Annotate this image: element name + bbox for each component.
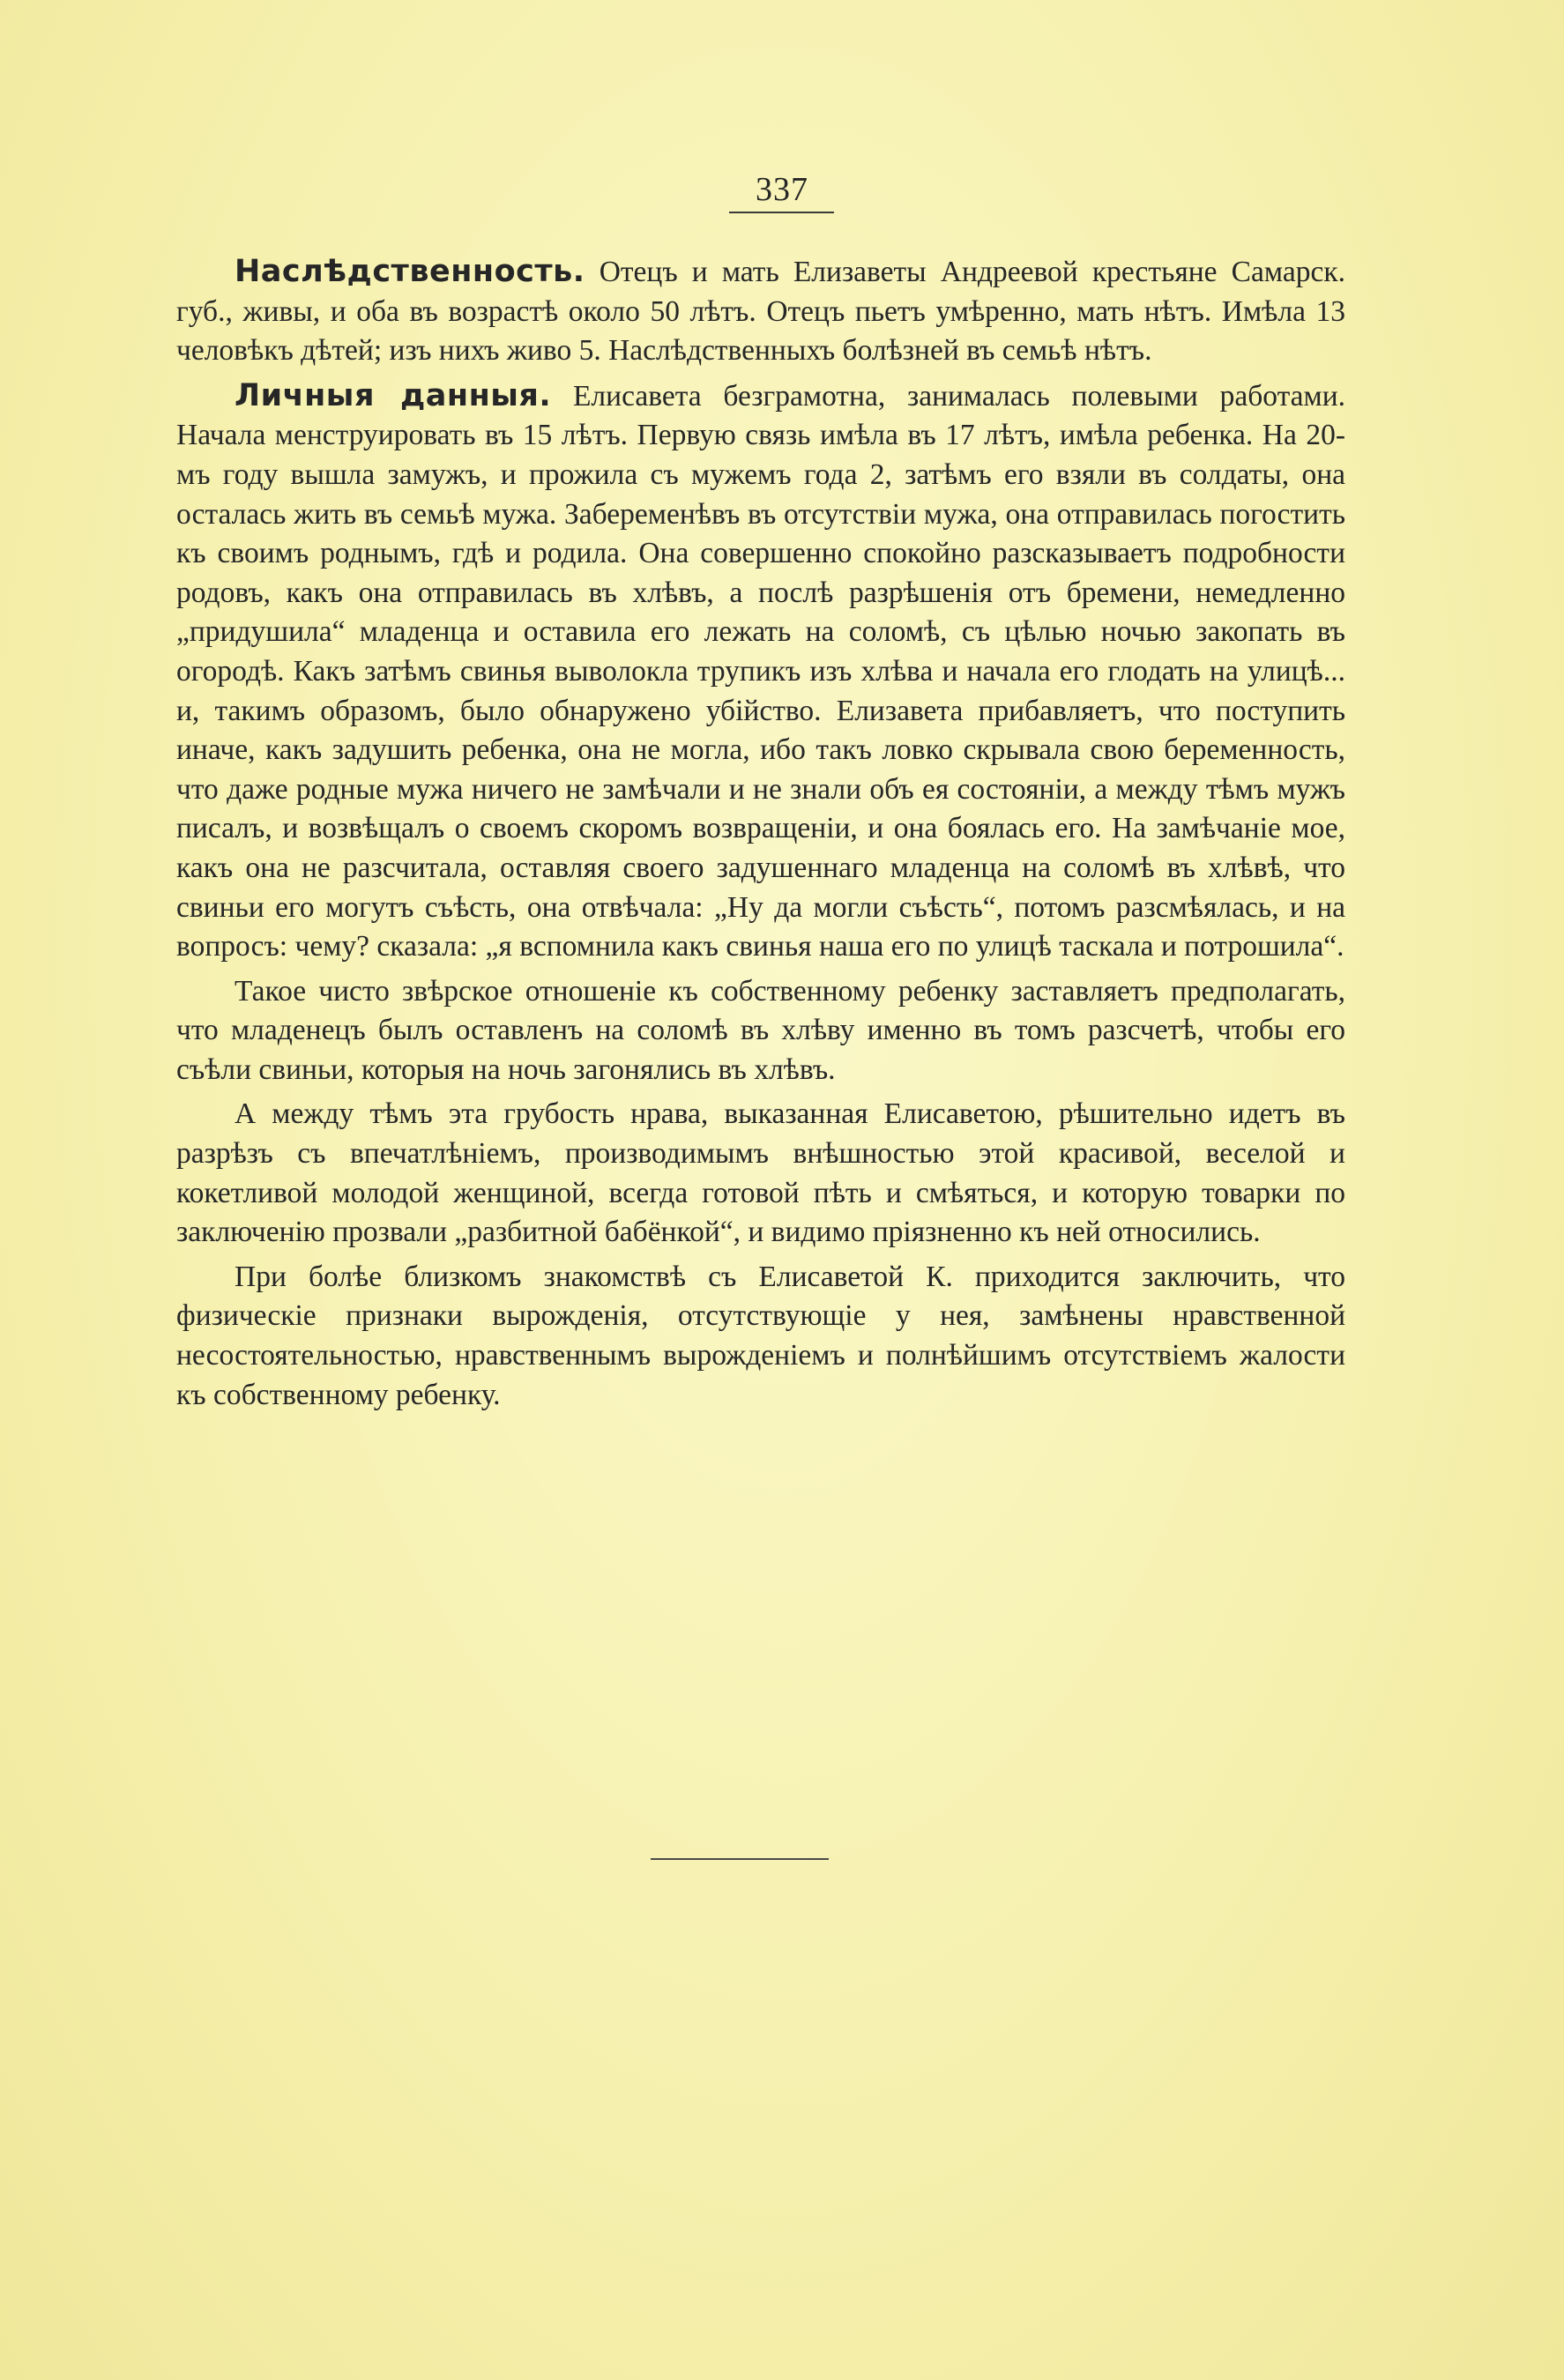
page-header: [0, 169, 1564, 210]
paragraph-attitude: Такое чисто звѣрское отношеніе къ собственному ребенку заставляетъ предполагать, что младенецъ былъ оставленъ на соломѣ въ хлѣву именно въ томъ разсчетѣ, чтобы его съѣли свиньи, которыя на ночь загонялись въ хлѣвъ.: [176, 974, 1345, 1086]
page-number-underline: [729, 212, 834, 213]
section-end-rule: [651, 1858, 829, 1860]
body-text: [176, 252, 1345, 1415]
paragraph-personal-data: [176, 376, 1345, 967]
paragraph-contrast: А между тѣмъ эта грубость нрава, выказанная Елисаветою, рѣшительно идетъ въ разрѣзъ съ впечатлѣніемъ, производимымъ внѣшностью этой красивой, веселой и кокетливой молодой женщиной, всегда готовой пѣть и смѣяться, и которую товарки по заключенію прозвали „разбитной бабёнкой“, и видимо пріязненно къ ней относились.: [176, 1097, 1345, 1249]
paragraph-personal-data-text: Елисавета безграмотна, занималась полевыми работами. Начала менструировать въ 15 лѣтъ. Первую связь имѣла въ 17 лѣтъ, имѣла ребенка. На 20-мъ году вышла замужъ, и прожила съ мужемъ года 2, затѣмъ его взяли въ солдаты, она осталась жить въ семьѣ мужа. Забеременѣвъ въ отсутствіи мужа, она отправилась погостить къ своимъ роднымъ, гдѣ и родила. Она совершенно спокойно разсказываетъ подробности родовъ, какъ она отправилась въ хлѣвъ, а послѣ разрѣшенія отъ бремени, немедленно „придушила“ младенца и оставила его лежать на соломѣ, съ цѣлью ночью закопать въ огородѣ. Какъ затѣмъ свинья выволокла трупикъ изъ хлѣва и начала его глодать на улицѣ... и, такимъ образомъ, было обнаружено убійство. Елизавета прибавляетъ, что поступить иначе, какъ задушить ребенка, она не могла, ибо такъ ловко скрывала свою беременность, что даже родные мужа ничего не замѣчали и не знали объ ея состояніи, а между тѣмъ мужъ писалъ, и возвѣщалъ о своемъ скоромъ возвращеніи, и она боялась его. На замѣчаніе мое, какъ она не разсчитала, оставляя своего задушеннаго младенца на соломѣ въ хлѣвѣ, что свиньи его могутъ съѣсть, она отвѣчала: „Ну да могли съѣсть“, потомъ разсмѣялась, и на вопросъ: чему? сказала: „я вспомнила какъ свинья наша его по улицѣ таскала и потрошила“.: [176, 379, 1345, 963]
paragraph-conclusion: При болѣе близкомъ знакомствѣ съ Елисаветой К. приходится заключить, что физическіе признаки вырожденія, отсутствующіе у нея, замѣнены нравственной несостоятельностью, нравственнымъ вырожденіемъ и полнѣйшимъ отсутствіемъ жалости къ собственному ребенку.: [176, 1260, 1345, 1411]
paragraph-heredity-text: Отецъ и мать Елизаветы Андреевой крестьяне Самарск. губ., живы, и оба въ возрастѣ около 50 лѣтъ. Отецъ пьетъ умѣренно, мать нѣтъ. Имѣла 13 человѣкъ дѣтей; изъ нихъ живо 5. Наслѣдственныхъ болѣзней въ семьѣ нѣтъ.: [176, 256, 1345, 368]
heading-heredity: Наслѣдственность.: [235, 254, 585, 289]
heading-personal-data: Личныя данныя.: [235, 377, 552, 413]
paragraph-heredity: [176, 252, 1345, 371]
page-number: 337: [756, 171, 808, 208]
